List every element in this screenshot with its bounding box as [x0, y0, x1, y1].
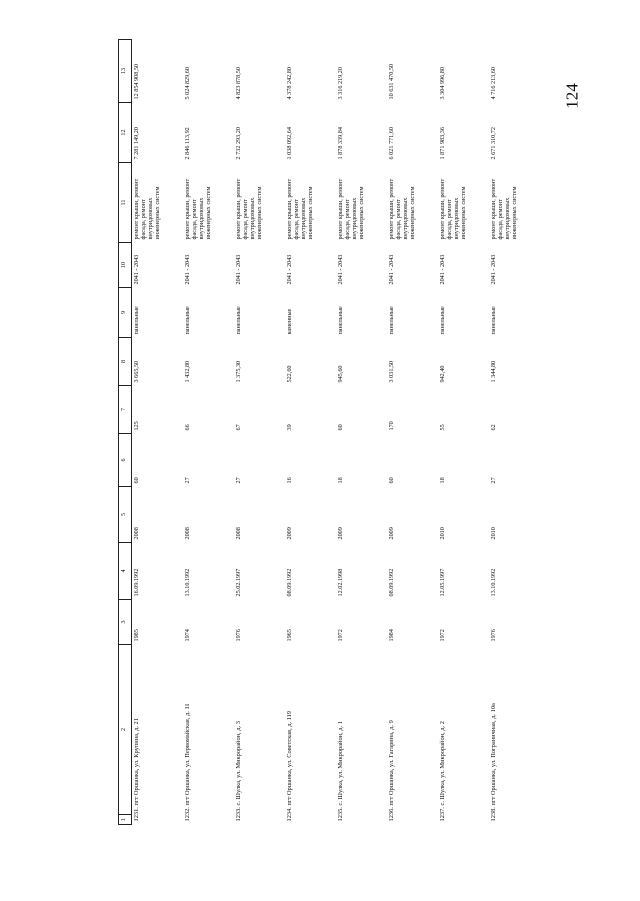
year-cell: 2008 [183, 527, 191, 540]
build-year-cell: 1965 [285, 629, 293, 642]
work-type-cell: ремонт крыши, ремонт фасада, ремонт внутридомовых инженерных систем [234, 178, 263, 240]
table-row [234, 40, 285, 825]
build-year-cell: 1972 [336, 629, 344, 642]
period-cell: 2041 - 2043 [285, 254, 293, 285]
table-rotation-wrapper [118, 40, 558, 825]
area-cell: 1 375,30 [234, 360, 242, 383]
column-header-11: 11 [119, 163, 132, 243]
table-row [387, 40, 438, 825]
year-cell: 2009 [336, 527, 344, 540]
wall-material-cell: панельные [438, 306, 446, 335]
col12-cell: 2 846 113,92 [183, 127, 191, 160]
table-row [132, 40, 183, 825]
col7-cell: 170 [387, 421, 395, 431]
wall-material-cell: панельные [133, 306, 140, 335]
col13-cell: 10 631 470,50 [387, 63, 395, 100]
work-type-cell: ремонт крыши, ремонт фасада, ремонт внутридомовых инженерных систем [336, 178, 365, 240]
column-header-10: 10 [119, 243, 132, 288]
period-cell: 2041 - 2043 [387, 254, 395, 285]
col6-cell: 18 [438, 477, 446, 484]
rotated-sheet [118, 40, 558, 825]
column-header-9: 9 [119, 288, 132, 338]
table-row [183, 40, 234, 825]
year-cell: 2009 [285, 527, 293, 540]
period-cell: 2041 - 2043 [489, 254, 497, 285]
date-cell: 12.02.1998 [336, 568, 344, 597]
area-cell: 942,40 [438, 365, 446, 383]
period-cell: 2041 - 2043 [336, 254, 344, 285]
table-body [132, 40, 540, 825]
column-header-12: 12 [119, 103, 132, 163]
col6-cell: 27 [489, 477, 497, 484]
col6-cell: 27 [183, 477, 191, 484]
col7-cell: 66 [183, 424, 191, 431]
col12-cell: 2 732 293,20 [234, 127, 242, 160]
col12-cell: 1 871 983,36 [438, 127, 446, 160]
area-cell: 3 031,50 [387, 360, 395, 383]
address-cell: 1232. пгт Оршанка, ул. Первомайская, д. 11 [183, 703, 191, 822]
col6-cell: 27 [234, 477, 242, 484]
period-cell: 2041 - 2043 [183, 254, 191, 285]
date-cell: 08.09.1992 [387, 568, 395, 597]
address-cell: 1231. пгт Оршанка, ул. Крупина, д. 21 [133, 718, 140, 822]
year-cell: 2008 [234, 527, 242, 540]
area-cell: 1 344,80 [489, 360, 497, 383]
col6-cell: 60 [133, 477, 140, 484]
column-header-5: 5 [119, 487, 132, 543]
area-cell: 1 432,80 [183, 360, 191, 383]
col12-cell: 6 021 771,60 [387, 127, 395, 160]
year-cell: 2009 [387, 527, 395, 540]
address-cell: 1236. пгт Оршанка, ул. Гагарина, д. 9 [387, 720, 395, 822]
area-cell: 522,60 [285, 365, 293, 383]
col13-cell: 12 854 908,50 [133, 63, 140, 100]
column-number-row [119, 40, 132, 825]
col13-cell: 4 378 242,80 [285, 67, 293, 100]
address-cell: 1237. с. Шулка, ул. Микрорайон, д. 2 [438, 721, 446, 822]
address-cell: 1234. пгт Оршанка, ул. Советская, д. 119 [285, 711, 293, 822]
build-year-cell: 1974 [183, 629, 191, 642]
col12-cell: 1 878 339,84 [336, 127, 344, 160]
build-year-cell: 1976 [234, 629, 242, 642]
column-header-6: 6 [119, 434, 132, 487]
address-cell: 1238. пгт Оршанка, ул. Пограничная, д. 10а [489, 703, 497, 822]
col7-cell: 125 [133, 421, 140, 431]
column-header-2: 2 [119, 645, 132, 815]
address-cell: 1235. с. Шулка, ул. Микрорайон, д. 1 [336, 721, 344, 822]
area-cell: 945,60 [336, 365, 344, 383]
col13-cell: 3 304 996,80 [438, 67, 446, 100]
col6-cell: 18 [336, 477, 344, 484]
table-row [336, 40, 387, 825]
work-type-cell: ремонт крыши, ремонт фасада, ремонт внутридомовых инженерных систем [438, 178, 467, 240]
date-cell: 25.02.1997 [234, 568, 242, 597]
year-cell: 2010 [438, 527, 446, 540]
date-cell: 08.09.1992 [285, 568, 293, 597]
col13-cell: 3 316 219,20 [336, 67, 344, 100]
col7-cell: 39 [285, 424, 293, 431]
period-cell: 2041 - 2043 [438, 254, 446, 285]
date-cell: 13.10.1992 [489, 568, 497, 597]
col7-cell: 67 [234, 424, 242, 431]
col13-cell: 4 716 213,60 [489, 67, 497, 100]
col6-cell: 16 [285, 477, 293, 484]
column-header-13: 13 [119, 40, 132, 103]
table-row [285, 40, 336, 825]
year-cell: 2010 [489, 527, 497, 540]
col13-cell: 4 823 878,50 [234, 67, 242, 100]
wall-material-cell: каменные [285, 308, 293, 335]
build-year-cell: 1985 [133, 629, 140, 642]
col12-cell: 2 671 310,72 [489, 127, 497, 160]
address-cell: 1233. с. Шулка, ул. Микрорайон, д. 3 [234, 721, 242, 822]
column-header-3: 3 [119, 600, 132, 645]
build-year-cell: 1972 [438, 629, 446, 642]
col7-cell: 55 [438, 424, 446, 431]
col7-cell: 62 [489, 424, 497, 431]
table-row [489, 40, 540, 825]
wall-material-cell: панельные [234, 306, 242, 335]
wall-material-cell: панельные [336, 306, 344, 335]
col12-cell: 7 281 149,20 [133, 127, 140, 160]
work-type-cell: ремонт крыши, ремонт фасада, ремонт внутридомовых инженерных систем [489, 178, 518, 240]
wall-material-cell: панельные [489, 306, 497, 335]
work-type-cell: ремонт крыши, ремонт фасада, ремонт внутридомовых инженерных систем [285, 178, 314, 240]
build-year-cell: 1984 [387, 629, 395, 642]
build-year-cell: 1976 [489, 629, 497, 642]
date-cell: 16.09.1992 [133, 568, 140, 597]
column-header-8: 8 [119, 338, 132, 386]
column-header-1: 1 [119, 815, 132, 825]
wall-material-cell: панельные [183, 306, 191, 335]
page-number: 124 [562, 83, 582, 109]
work-type-cell: ремонт крыши, ремонт фасада, ремонт внутридомовых инженерных систем [183, 178, 212, 240]
area-cell: 3 665,50 [133, 360, 140, 383]
col13-cell: 5 024 829,60 [183, 67, 191, 100]
table-row [438, 40, 489, 825]
period-cell: 2041 - 2043 [133, 254, 140, 285]
housing-repair-table [118, 39, 540, 825]
work-type-cell: ремонт крыши, ремонт фасада, ремонт внутридомовых инженерных систем [133, 178, 162, 240]
wall-material-cell: панельные [387, 306, 395, 335]
column-header-4: 4 [119, 543, 132, 600]
col7-cell: 60 [336, 424, 344, 431]
period-cell: 2041 - 2043 [234, 254, 242, 285]
date-cell: 12.05.1997 [438, 568, 446, 597]
date-cell: 13.10.1992 [183, 568, 191, 597]
work-type-cell: ремонт крыши, ремонт фасада, ремонт внутридомовых инженерных систем [387, 178, 416, 240]
column-header-7: 7 [119, 386, 132, 434]
year-cell: 2008 [133, 527, 140, 540]
col12-cell: 1 038 092,64 [285, 127, 293, 160]
col6-cell: 60 [387, 477, 395, 484]
